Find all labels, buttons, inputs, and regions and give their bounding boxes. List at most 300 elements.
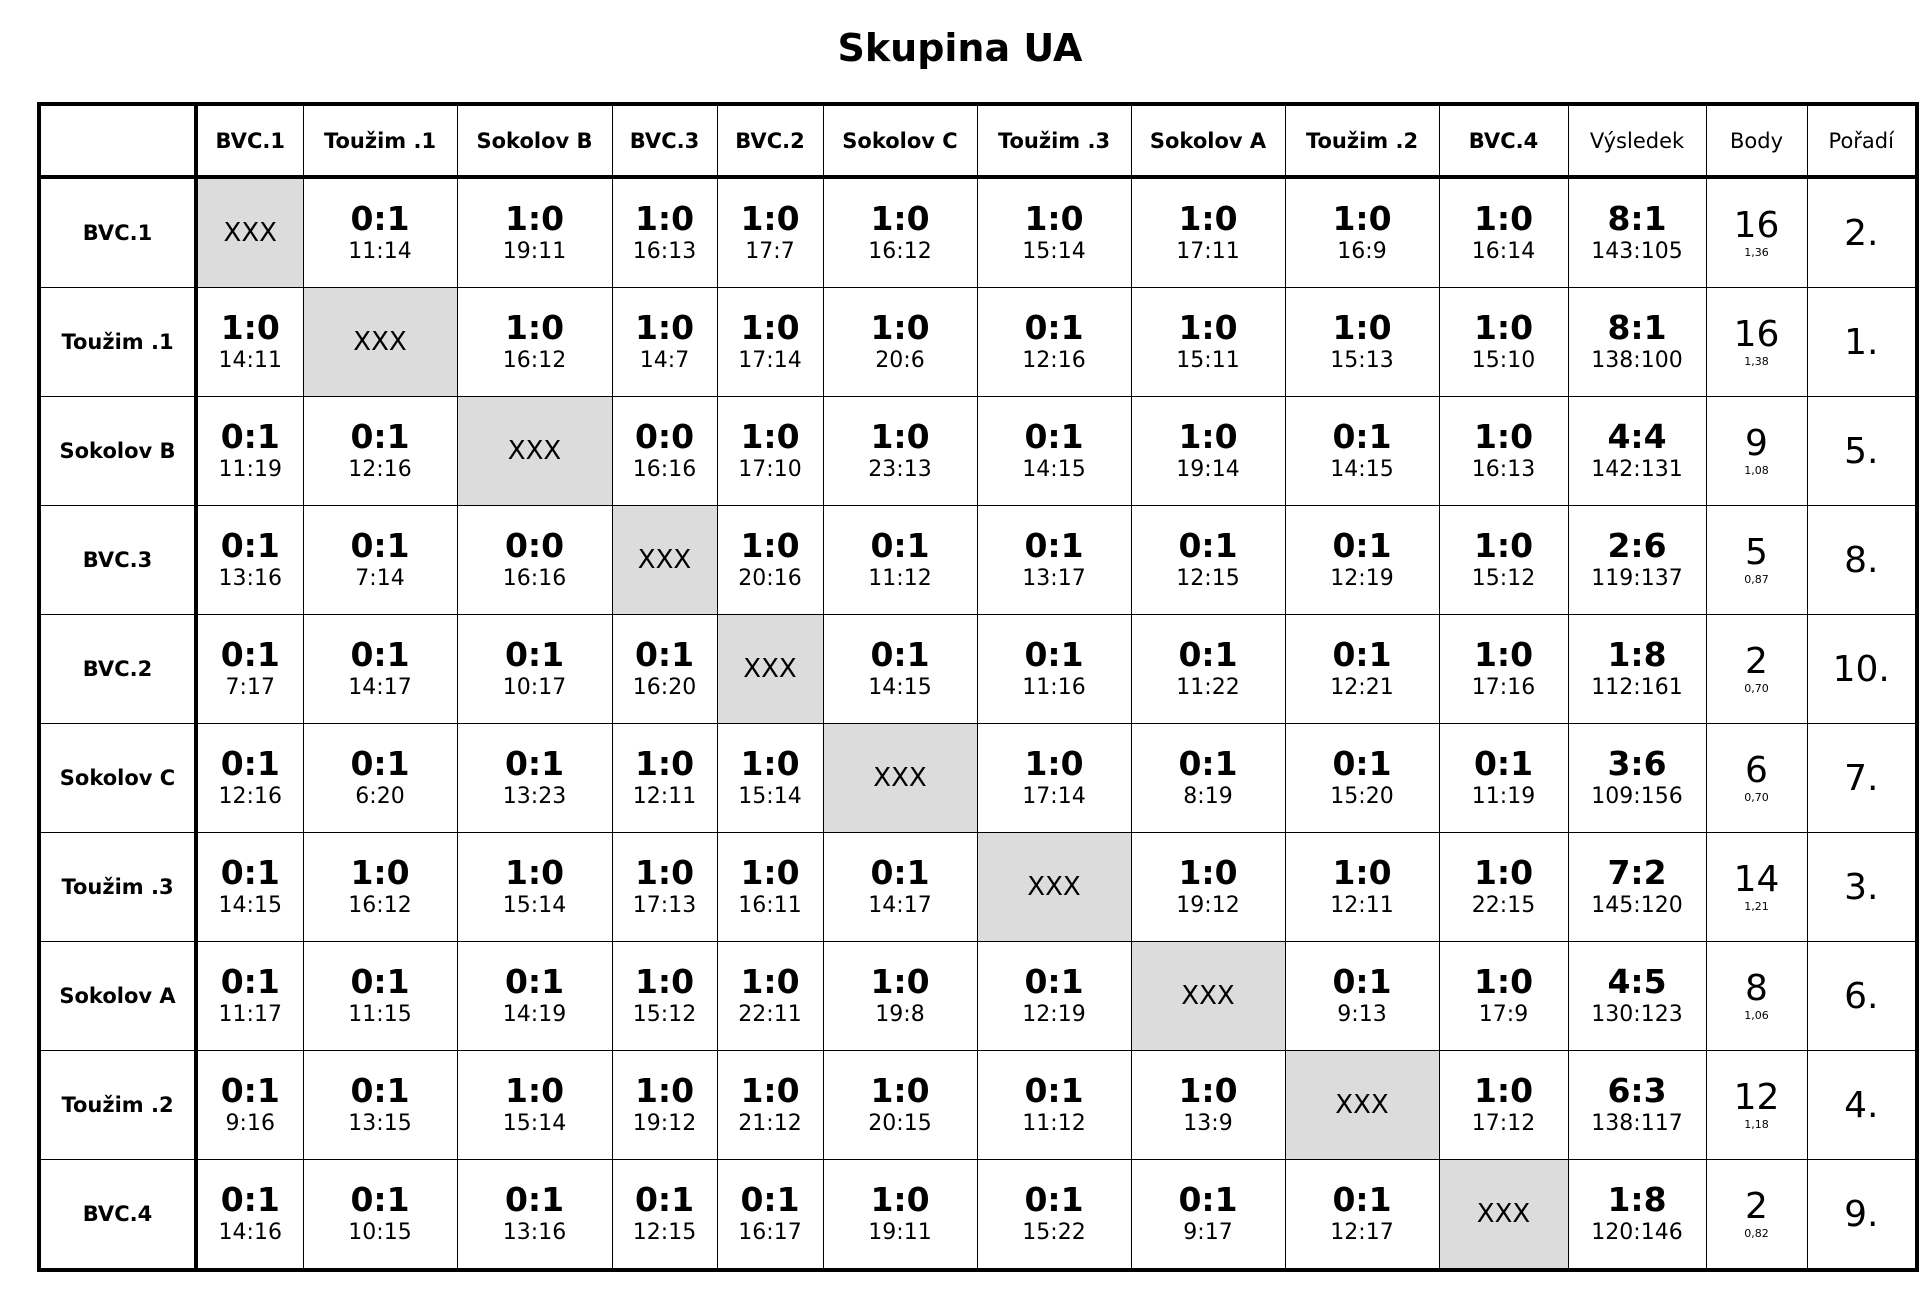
match-sets: 19:12 [1176, 893, 1240, 918]
points-cell [1706, 833, 1807, 942]
match-score: 0:1 [634, 1180, 695, 1219]
match-cell [457, 1051, 612, 1160]
points-ratio: 0,87 [1744, 573, 1769, 586]
match-score: 0:1 [1178, 744, 1238, 783]
match-score: 1:0 [1332, 853, 1392, 892]
match-sets: 13:16 [218, 566, 282, 591]
match-sets: 14:15 [218, 893, 282, 918]
table-row [39, 1051, 1917, 1160]
match-cell [303, 942, 457, 1051]
points-value: 12 [1733, 1077, 1780, 1118]
match-cell [612, 1160, 717, 1271]
match-score: 0:1 [1473, 744, 1534, 783]
match-sets: 11:14 [348, 239, 412, 264]
points-value: 16 [1733, 314, 1780, 355]
match-sets: 13:17 [1022, 566, 1086, 591]
match-cell [717, 397, 823, 506]
points-ratio: 1,18 [1744, 1118, 1769, 1131]
match-score: 0:1 [870, 635, 930, 674]
match-sets: 17:16 [1471, 675, 1536, 700]
match-sets: 11:17 [218, 1002, 282, 1027]
match-sets: 8:19 [1183, 784, 1233, 809]
self-match-cell: XXX [1285, 1051, 1439, 1160]
match-sets: 9:16 [225, 1111, 275, 1136]
match-cell [457, 177, 612, 288]
match-cell [1131, 177, 1285, 288]
match-sets: 19:11 [502, 239, 567, 264]
match-cell [612, 288, 717, 397]
match-score: 1:0 [1473, 526, 1534, 565]
rank-cell: 3. [1807, 833, 1917, 942]
match-sets: 22:11 [738, 1002, 802, 1027]
match-sets: 11:19 [1471, 784, 1536, 809]
match-score: 1:0 [350, 853, 410, 892]
points-ratio: 0,82 [1744, 1227, 1769, 1240]
match-sets: 11:19 [218, 457, 282, 482]
points-ratio: 0,70 [1744, 682, 1769, 695]
match-cell [303, 177, 457, 288]
result-cell [1568, 833, 1706, 942]
match-cell [1131, 833, 1285, 942]
match-sets: 10:17 [502, 675, 567, 700]
result-score: 4:4 [1607, 417, 1667, 456]
match-sets: 15:22 [1022, 1220, 1086, 1245]
match-sets: 21:12 [738, 1111, 802, 1136]
match-cell [1285, 833, 1439, 942]
match-cell [1285, 177, 1439, 288]
rank-cell: 2. [1807, 177, 1917, 288]
result-cell [1568, 1160, 1706, 1271]
match-score: 0:0 [634, 417, 695, 456]
match-score: 0:1 [220, 1180, 280, 1219]
match-cell [823, 177, 977, 288]
match-sets: 23:13 [868, 457, 932, 482]
match-sets: 9:17 [1183, 1220, 1233, 1245]
self-match-cell: XXX [823, 724, 977, 833]
rank-cell: 9. [1807, 1160, 1917, 1271]
result-cell [1568, 724, 1706, 833]
points-value: 6 [1745, 750, 1768, 791]
match-score: 0:1 [504, 962, 565, 1001]
match-sets: 15:10 [1471, 348, 1536, 373]
match-sets: 15:20 [1330, 784, 1394, 809]
result-cell [1568, 1051, 1706, 1160]
match-cell [1439, 1051, 1568, 1160]
match-sets: 19:8 [875, 1002, 925, 1027]
column-header: Toužim .2 [1285, 104, 1439, 177]
match-cell [977, 397, 1131, 506]
match-score: 1:0 [220, 308, 280, 347]
match-cell [823, 942, 977, 1051]
match-score: 1:0 [740, 744, 800, 783]
points-cell [1706, 397, 1807, 506]
match-score: 0:1 [350, 744, 410, 783]
points-value: 9 [1745, 423, 1768, 464]
match-sets: 7:14 [355, 566, 405, 591]
match-sets: 15:12 [1471, 566, 1536, 591]
match-cell [1439, 288, 1568, 397]
result-sets: 112:161 [1591, 675, 1683, 700]
match-cell [612, 397, 717, 506]
rank-header: Pořadí [1807, 104, 1917, 177]
points-ratio: 1,06 [1744, 1009, 1769, 1022]
match-cell [457, 506, 612, 615]
column-header: Sokolov B [457, 104, 612, 177]
match-cell [1285, 615, 1439, 724]
self-match-cell: XXX [303, 288, 457, 397]
match-score: 1:0 [1473, 853, 1534, 892]
result-sets: 138:117 [1591, 1111, 1683, 1136]
match-cell [196, 1051, 303, 1160]
match-score: 1:0 [1178, 417, 1238, 456]
match-score: 1:0 [634, 962, 695, 1001]
match-sets: 17:14 [738, 348, 802, 373]
match-sets: 16:11 [738, 893, 802, 918]
match-score: 0:1 [1024, 1180, 1084, 1219]
match-score: 0:1 [740, 1180, 800, 1219]
match-sets: 16:14 [1471, 239, 1536, 264]
match-cell [457, 1160, 612, 1271]
result-sets: 109:156 [1591, 784, 1683, 809]
match-cell [196, 724, 303, 833]
match-score: 0:1 [1024, 635, 1084, 674]
match-cell [977, 1051, 1131, 1160]
points-ratio: 0,70 [1744, 791, 1769, 804]
result-score: 7:2 [1607, 853, 1667, 892]
row-team-name: Sokolov C [39, 724, 196, 833]
match-cell [196, 506, 303, 615]
match-sets: 17:11 [1176, 239, 1240, 264]
match-cell [823, 1160, 977, 1271]
match-score: 1:0 [634, 1071, 695, 1110]
match-sets: 12:19 [1022, 1002, 1086, 1027]
match-score: 1:0 [634, 308, 695, 347]
rank-cell: 6. [1807, 942, 1917, 1051]
match-cell [1439, 177, 1568, 288]
result-sets: 119:137 [1591, 566, 1683, 591]
match-cell [977, 177, 1131, 288]
match-sets: 14:17 [868, 893, 932, 918]
header-row [39, 104, 1917, 177]
match-score: 0:1 [870, 853, 930, 892]
self-match-cell: XXX [457, 397, 612, 506]
match-score: 1:0 [1178, 308, 1238, 347]
match-sets: 9:13 [1337, 1002, 1387, 1027]
match-score: 1:0 [634, 199, 695, 238]
rank-cell: 8. [1807, 506, 1917, 615]
match-cell [1439, 397, 1568, 506]
results-table [37, 102, 1919, 1272]
result-score: 1:8 [1607, 1180, 1667, 1219]
column-header: BVC.2 [717, 104, 823, 177]
corner-cell [39, 104, 196, 177]
match-score: 0:1 [350, 1180, 410, 1219]
match-score: 0:0 [504, 526, 565, 565]
match-sets: 12:17 [1330, 1220, 1394, 1245]
result-score: 8:1 [1607, 308, 1667, 347]
match-sets: 20:6 [875, 348, 925, 373]
result-sets: 145:120 [1591, 893, 1683, 918]
self-match-cell: XXX [612, 506, 717, 615]
table-body [39, 177, 1917, 1270]
match-cell [1285, 288, 1439, 397]
match-cell [1131, 1051, 1285, 1160]
match-score: 1:0 [870, 417, 930, 456]
column-header: Toužim .3 [977, 104, 1131, 177]
table-row [39, 177, 1917, 288]
points-cell [1706, 1051, 1807, 1160]
match-cell [196, 615, 303, 724]
match-cell [612, 724, 717, 833]
match-score: 0:1 [350, 417, 410, 456]
match-score: 0:1 [1178, 526, 1238, 565]
match-sets: 14:17 [348, 675, 412, 700]
match-sets: 13:9 [1183, 1111, 1233, 1136]
match-sets: 17:7 [745, 239, 795, 264]
result-cell [1568, 397, 1706, 506]
row-team-name: BVC.3 [39, 506, 196, 615]
match-cell [977, 724, 1131, 833]
match-score: 1:0 [870, 308, 930, 347]
match-sets: 16:12 [868, 239, 932, 264]
match-score: 0:1 [1178, 635, 1238, 674]
match-cell [1131, 288, 1285, 397]
points-cell [1706, 177, 1807, 288]
result-cell [1568, 288, 1706, 397]
match-cell [1131, 397, 1285, 506]
match-score: 0:1 [634, 635, 695, 674]
match-score: 0:1 [1024, 962, 1084, 1001]
match-cell [303, 1051, 457, 1160]
points-value: 14 [1733, 859, 1780, 900]
match-sets: 15:13 [1330, 348, 1394, 373]
match-sets: 16:13 [1471, 457, 1536, 482]
result-sets: 142:131 [1591, 457, 1683, 482]
result-score: 3:6 [1607, 744, 1667, 783]
column-header: Sokolov C [823, 104, 977, 177]
result-sets: 138:100 [1591, 348, 1683, 373]
points-value: 2 [1745, 641, 1768, 682]
match-score: 1:0 [740, 526, 800, 565]
match-cell [303, 1160, 457, 1271]
match-score: 1:0 [1332, 308, 1392, 347]
match-score: 0:1 [1024, 1071, 1084, 1110]
match-score: 0:1 [220, 962, 280, 1001]
match-score: 0:1 [350, 635, 410, 674]
match-sets: 12:15 [632, 1220, 697, 1245]
match-score: 1:0 [740, 417, 800, 456]
match-sets: 16:12 [502, 348, 567, 373]
row-team-name: BVC.2 [39, 615, 196, 724]
match-score: 1:0 [740, 853, 800, 892]
match-cell [977, 288, 1131, 397]
match-score: 0:1 [220, 1071, 280, 1110]
match-sets: 19:11 [868, 1220, 932, 1245]
result-sets: 143:105 [1591, 239, 1683, 264]
match-score: 1:0 [740, 962, 800, 1001]
table-row [39, 506, 1917, 615]
match-cell [303, 724, 457, 833]
column-header: BVC.4 [1439, 104, 1568, 177]
match-cell [717, 724, 823, 833]
match-cell [1439, 942, 1568, 1051]
match-cell [1439, 724, 1568, 833]
match-score: 1:0 [1332, 199, 1392, 238]
match-cell [1285, 1160, 1439, 1271]
match-score: 0:1 [870, 526, 930, 565]
match-sets: 14:7 [639, 348, 690, 373]
match-cell [977, 615, 1131, 724]
match-cell [1439, 833, 1568, 942]
match-sets: 16:16 [502, 566, 567, 591]
match-cell [717, 833, 823, 942]
match-sets: 11:15 [348, 1002, 412, 1027]
match-sets: 11:16 [1022, 675, 1086, 700]
self-match-cell: XXX [1131, 942, 1285, 1051]
match-score: 0:1 [350, 962, 410, 1001]
match-score: 0:1 [1024, 308, 1084, 347]
match-cell [612, 942, 717, 1051]
row-team-name: Toužim .2 [39, 1051, 196, 1160]
result-sets: 120:146 [1591, 1220, 1683, 1245]
column-header: Sokolov A [1131, 104, 1285, 177]
self-match-cell: XXX [1439, 1160, 1568, 1271]
match-score: 0:1 [220, 526, 280, 565]
match-score: 0:1 [350, 199, 410, 238]
points-value: 8 [1745, 968, 1768, 1009]
match-score: 0:1 [220, 417, 280, 456]
result-cell [1568, 506, 1706, 615]
row-team-name: BVC.4 [39, 1160, 196, 1271]
table-row [39, 724, 1917, 833]
column-header: BVC.1 [196, 104, 303, 177]
table-row [39, 833, 1917, 942]
match-score: 0:1 [1332, 962, 1392, 1001]
points-header: Body [1706, 104, 1807, 177]
points-value: 16 [1733, 205, 1780, 246]
match-cell [823, 506, 977, 615]
match-sets: 12:21 [1330, 675, 1394, 700]
match-sets: 16:16 [632, 457, 697, 482]
match-cell [717, 506, 823, 615]
match-cell [823, 615, 977, 724]
match-score: 1:0 [740, 199, 800, 238]
match-cell [612, 1051, 717, 1160]
match-sets: 12:11 [632, 784, 697, 809]
match-score: 0:1 [1332, 744, 1392, 783]
result-score: 8:1 [1607, 199, 1667, 238]
match-sets: 14:15 [1330, 457, 1394, 482]
match-cell [1131, 724, 1285, 833]
match-score: 0:1 [1332, 417, 1392, 456]
match-score: 1:0 [1178, 199, 1238, 238]
match-cell [457, 833, 612, 942]
match-score: 0:1 [220, 853, 280, 892]
match-score: 0:1 [1178, 1180, 1238, 1219]
column-header: Toužim .1 [303, 104, 457, 177]
match-sets: 11:12 [1022, 1111, 1086, 1136]
match-cell [717, 177, 823, 288]
points-cell [1706, 288, 1807, 397]
match-sets: 20:16 [738, 566, 802, 591]
match-cell [823, 288, 977, 397]
match-score: 1:0 [1024, 744, 1084, 783]
match-cell [303, 506, 457, 615]
match-sets: 15:12 [632, 1002, 697, 1027]
match-sets: 16:20 [632, 675, 697, 700]
rank-cell: 1. [1807, 288, 1917, 397]
match-cell [1131, 615, 1285, 724]
row-team-name: Sokolov A [39, 942, 196, 1051]
row-team-name: Sokolov B [39, 397, 196, 506]
match-sets: 16:9 [1337, 239, 1387, 264]
match-sets: 14:19 [502, 1002, 567, 1027]
match-sets: 14:15 [1022, 457, 1086, 482]
match-cell [612, 177, 717, 288]
match-sets: 17:9 [1478, 1002, 1529, 1027]
match-cell [823, 397, 977, 506]
match-score: 1:0 [1473, 417, 1534, 456]
match-score: 0:1 [1024, 417, 1084, 456]
table-row [39, 288, 1917, 397]
match-cell [196, 833, 303, 942]
match-cell [1285, 397, 1439, 506]
match-cell [196, 288, 303, 397]
match-sets: 17:10 [738, 457, 802, 482]
match-score: 0:1 [504, 635, 565, 674]
match-score: 0:1 [350, 526, 410, 565]
match-score: 1:0 [504, 308, 565, 347]
match-score: 1:0 [1473, 635, 1534, 674]
match-cell [303, 615, 457, 724]
match-cell [717, 288, 823, 397]
rank-cell: 5. [1807, 397, 1917, 506]
match-cell [717, 1051, 823, 1160]
match-score: 0:1 [504, 1180, 565, 1219]
match-score: 1:0 [1473, 962, 1534, 1001]
match-cell [457, 942, 612, 1051]
table-row [39, 942, 1917, 1051]
match-score: 1:0 [634, 744, 695, 783]
match-sets: 19:12 [632, 1111, 697, 1136]
points-ratio: 1,36 [1744, 246, 1769, 259]
match-score: 1:0 [1178, 853, 1238, 892]
row-team-name: BVC.1 [39, 177, 196, 288]
match-cell [196, 1160, 303, 1271]
match-score: 1:0 [740, 1071, 800, 1110]
match-cell [457, 288, 612, 397]
match-score: 0:1 [1332, 1180, 1392, 1219]
match-sets: 12:16 [218, 784, 282, 809]
match-cell [977, 1160, 1131, 1271]
result-score: 1:8 [1607, 635, 1667, 674]
match-score: 1:0 [1178, 1071, 1238, 1110]
points-cell [1706, 724, 1807, 833]
match-score: 0:1 [220, 744, 280, 783]
match-sets: 17:12 [1471, 1111, 1536, 1136]
points-cell [1706, 506, 1807, 615]
column-header: BVC.3 [612, 104, 717, 177]
match-sets: 16:17 [738, 1220, 802, 1245]
match-cell [823, 833, 977, 942]
match-sets: 12:16 [348, 457, 412, 482]
match-score: 1:0 [504, 199, 565, 238]
rank-cell: 4. [1807, 1051, 1917, 1160]
match-cell [303, 833, 457, 942]
match-cell [196, 397, 303, 506]
table-row [39, 1160, 1917, 1271]
result-header: Výsledek [1568, 104, 1706, 177]
